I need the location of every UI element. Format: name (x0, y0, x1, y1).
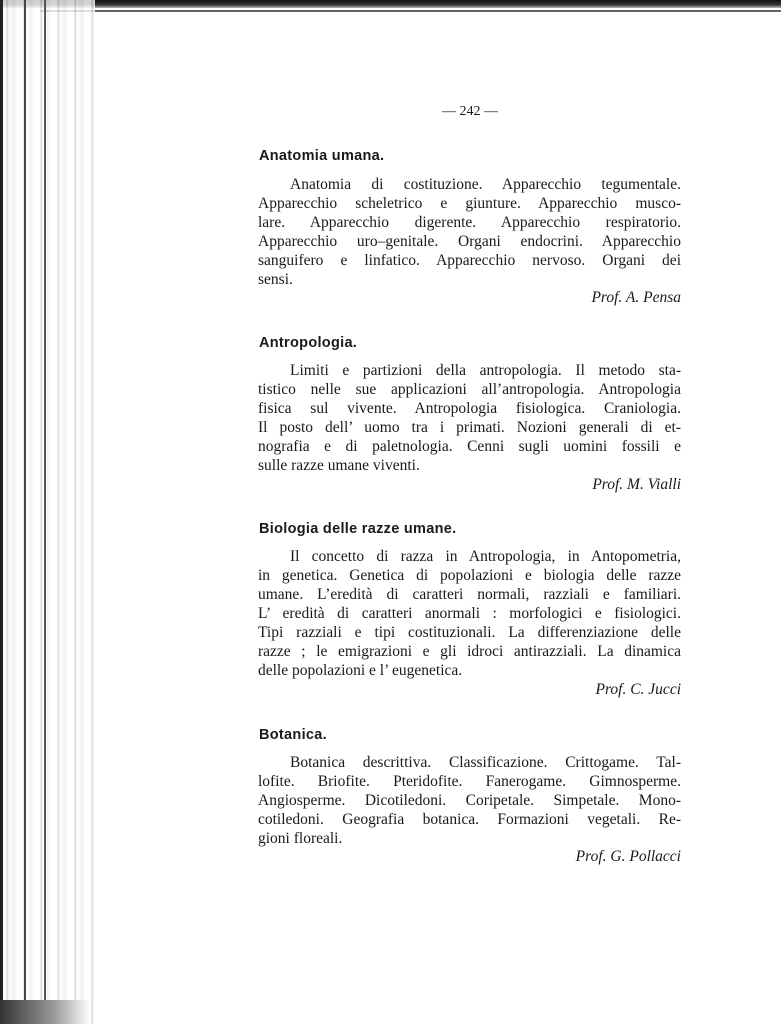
text-line: Anatomia di costituzione. Apparecchio tegumentale. (290, 176, 681, 193)
text-line: lare. Apparecchio digerente. Apparecchio respiratorio. (258, 214, 681, 231)
text-line: in genetica. Genetica di popolazioni e biologia delle razze (258, 567, 681, 584)
scan-top-line (40, 10, 781, 12)
section-heading: Antropologia. (259, 335, 358, 351)
section-heading: Botanica. (259, 727, 327, 743)
text-line: Apparecchio uro–genitale. Organi endocrini. Apparecchio (258, 233, 681, 250)
scan-left-border (0, 0, 3, 1024)
text-line: lofite. Briofite. Pteridofite. Fanerogame. Gimnosperme. (258, 773, 681, 790)
scan-binding-line (44, 0, 46, 1024)
text-line: delle popolazioni e l’ eugenetica. (258, 662, 463, 679)
text-line: sensi. (258, 271, 293, 288)
text-line: umane. L’eredità di caratteri normali, razziali e familiari. (258, 586, 681, 603)
text-line: tistico nelle sue applicazioni all’antropologia. Antropologia (258, 381, 681, 398)
text-line: nografia e di paletnologia. Cenni sugli uomini fossili e (258, 438, 681, 455)
page-number: — 242 — (442, 104, 498, 119)
professor-name: Prof. C. Jucci (595, 681, 681, 698)
professor-name: Prof. A. Pensa (591, 289, 681, 306)
professor-name: Prof. M. Vialli (592, 476, 681, 493)
text-line: cotiledoni. Geografia botanica. Formazioni vegetali. Re- (258, 811, 681, 828)
text-line: Il concetto di razza in Antropologia, in Antopometria, (290, 548, 681, 565)
text-line: fisica sul vivente. Antropologia fisiologica. Craniologia. (258, 400, 681, 417)
text-line: Botanica descrittiva. Classificazione. Crittogame. Tal- (290, 754, 681, 771)
scan-binding-edge (0, 0, 95, 1024)
text-line: gioni floreali. (258, 830, 343, 847)
text-line: razze ; le emigrazioni e gli idroci antirazziali. La dinamica (258, 643, 681, 660)
scan-binding-line (24, 0, 26, 1024)
text-line: L’ eredità di caratteri anormali : morfologici e fisiologici. (258, 605, 681, 622)
professor-name: Prof. G. Pollacci (575, 848, 681, 865)
text-line: Tipi razziali e tipi costituzionali. La differenziazione delle (258, 624, 681, 641)
section-heading: Anatomia umana. (259, 148, 385, 164)
scan-top-border (0, 0, 781, 8)
text-line: sulle razze umane viventi. (258, 457, 420, 474)
text-line: Angiosperme. Dicotiledoni. Coripetale. Simpetale. Mono- (258, 792, 681, 809)
section-heading: Biologia delle razze umane. (259, 521, 457, 537)
text-line: Apparecchio scheletrico e giunture. Apparecchio musco- (258, 195, 681, 212)
text-line: Il posto dell’ uomo tra i primati. Nozioni generali di et- (258, 419, 681, 436)
text-line: sanguifero e linfatico. Apparecchio nervoso. Organi dei (258, 252, 681, 269)
scan-bottom-artifact (0, 1000, 90, 1024)
text-line: Limiti e partizioni della antropologia. Il metodo sta- (290, 362, 681, 379)
